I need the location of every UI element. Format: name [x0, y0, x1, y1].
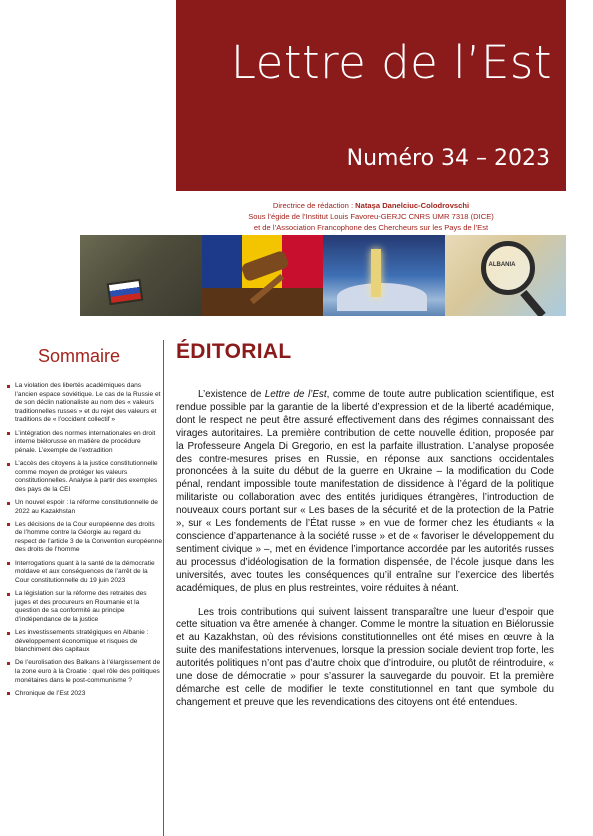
masthead [176, 0, 566, 191]
soldier-flag-patch-image [80, 235, 202, 316]
sommaire-heading: Sommaire [38, 346, 121, 366]
editorial-section [176, 340, 554, 710]
list-item[interactable]: L’intégration des normes internationales en droit interne biélorusse en matière de procédure pénale. L’exemple de l’extradition [6, 430, 162, 456]
dome-building [337, 283, 427, 311]
list-item[interactable]: Interrogations quant à la santé de la démocratie moldave et aux conséquences de l’arrêt de la Cour constitutionnelle du 19 juin 2023 [6, 560, 162, 586]
list-item[interactable]: Les investissements stratégiques en Albanie : développement économique et risques de blanchiment des capitaux [6, 629, 162, 655]
association-line: et de l’Association Francophone des Chercheurs sur les Pays de l’Est [253, 223, 489, 232]
p1-before: L’existence de [198, 389, 265, 400]
issue-number: Numéro 34 – 2023 [346, 146, 550, 171]
editorial-paragraph-2 [176, 607, 554, 710]
institute-line: Sous l’égide de l’Institut Louis Favoreu-GERJC CNRS UMR 7318 (DICE) [248, 212, 494, 221]
list-item[interactable]: Chronique de l’Est 2023 [6, 690, 162, 699]
credits-block [176, 200, 566, 233]
p1-publication-name: Lettre de l’Est [264, 389, 327, 400]
list-item[interactable]: De l’eurolisation des Balkans à l’élargissement de la zone euro à la Croatie : quel rôle des politiques monétaires dans le post-communisme ? [6, 659, 162, 685]
director-name: Nataşa Danelciuc-Colodrovschi [355, 201, 470, 210]
gavel-flag-image [202, 235, 324, 316]
map-magnifier-image [445, 235, 567, 316]
magnifier-handle [520, 290, 545, 316]
publication-title: Lettre de l’Est [230, 36, 552, 89]
p2-text: Les trois contributions qui suivent laissent transparaître une lueur d’espoir que cette situation va être amenée à changer. Comme le montre la situation en Biélorussie et au Kazakhstan, où des révisions constitutionnelles ont été mises en œuvre à la suite des manifestations intervenues, lorsque la pression sociale devient trop forte, les autorités politiques n’ont pas d’autre choix que d’introduire, ou plutôt de réintroduire, « une dose de démocratie » pour s’assurer la sauvegarde du pouvoir. Et la première démarche est celle de modifier le texte constitutionnel en tant que symbole du changement et preuve que les revendications des citoyens ont été entendues. [176, 606, 554, 708]
sommaire-list [6, 382, 162, 703]
magnifying-glass-icon [481, 241, 535, 295]
director-line [176, 200, 566, 211]
table-of-contents [0, 340, 164, 836]
editorial-paragraph-1 [176, 389, 554, 596]
list-item[interactable]: Les décisions de la Cour européenne des droits de l’homme contre la Géorgie au regard du respect de l’article 3 de la Convention européenne des droits de l’homme [6, 521, 162, 555]
editorial-heading: ÉDITORIAL [176, 340, 292, 363]
list-item[interactable]: Un nouvel espoir : la réforme constitutionnelle de 2022 au Kazakhstan [6, 499, 162, 516]
list-item[interactable]: La violation des libertés académiques dans l’ancien espace soviétique. Le cas de la Russie et de son déclin nationaliste au nom des « valeurs traditionnelles russes » et du rejet des valeurs et traditions de « l’occident collectif » [6, 382, 162, 425]
p1-after: , comme de toute autre publication scientifique, est rendue possible par la garantie de la liberté d’expression et de la liberté académique, dont le respect ne peut être assuré effectivement dans des régimes connaissant des virages autoritaires. La première contribution de cette nouvelle édition, proposée par la Professeure Angela Di Gregorio, en est la parfaite illustration. L’analyse proposée des contre-mesures prises en Russie, en réponse aux sanctions occidentales prononcées à la suite du début de la guerre en Ukraine – la modification du Code pénal, rendant impossible toute manifestation de dissidence à l’égard de la politique militariste ou collaboration avec des entités juridiques étrangères, l’introduction de nouveaux cours portant sur « Les bases de la sécurité et de la protection de la Patrie », sur « Les fondements de l’État russe » en vue de former chez les étudiants « la conscience d’appartenance à la société russe » et de « favoriser le développement du sentiment civique » –, met en évidence l’importance accordée par les autorités russes au processus d’idéologisation de la formation dispensée, de l’école jusque dans les universités, avec toutes les conséquences qu’il entraîne sur l’exercice des libertés académiques, de plus en plus restreintes, voire réduites à néant. [176, 389, 554, 594]
cover-banner [80, 235, 566, 316]
list-item[interactable]: La législation sur la réforme des retraites des juges et des procureurs en Roumanie et la question de sa conformité au principe d’indépendance de la justice [6, 590, 162, 624]
city-night-image [323, 235, 445, 316]
list-item[interactable]: L’accès des citoyens à la justice constitutionnelle comme moyen de protéger les valeurs constitutionnelles. Analyse à partir des exemples des pays de la CEI [6, 460, 162, 494]
tower-building [371, 249, 381, 297]
russian-flag-patch-icon [107, 279, 144, 306]
director-prefix: Directrice de rédaction : [272, 201, 356, 210]
map-label: ALBANIA [488, 262, 516, 268]
